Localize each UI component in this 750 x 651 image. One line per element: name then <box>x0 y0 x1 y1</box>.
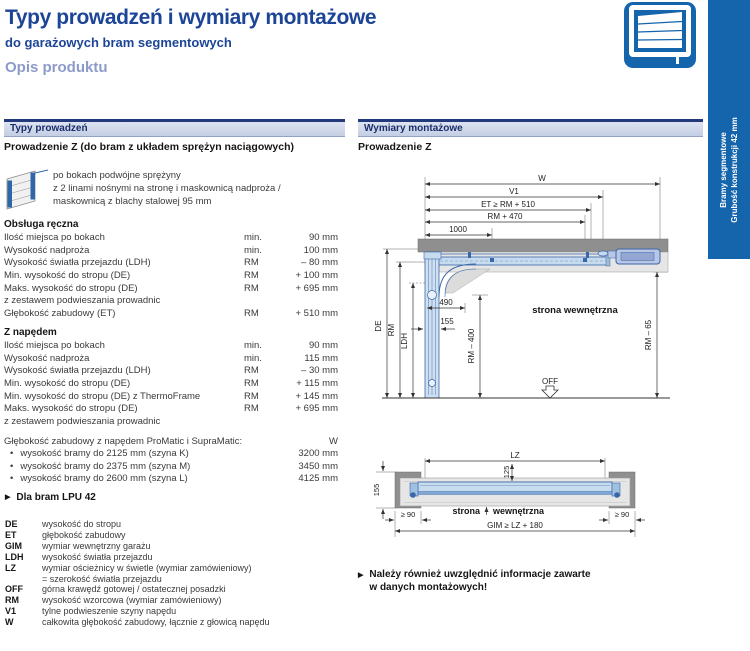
table-row: • wysokość bramy do 2125 mm (szyna K) 3200 mm <box>4 448 338 460</box>
table-row: Min. wysokość do stropu (DE) RM + 115 mm <box>4 378 338 390</box>
note-line1: Należy również uwzględnić informacje zawarte <box>369 569 591 580</box>
dim-rm65: RM – 65 <box>644 319 653 351</box>
table-row: Głębokość zabudowy z napędem ProMatic i SupraMatic: W <box>4 436 338 447</box>
dim-de: DE <box>374 320 383 332</box>
subsection-prowadzenie-z-right: Prowadzenie Z <box>358 141 432 153</box>
inside-label-left: strona <box>452 506 480 516</box>
dim-rm: RM <box>387 323 396 337</box>
legend-row: ET głębokość zabudowy <box>5 529 126 540</box>
legend-row: RM wysokość wzorcowa (wymiar zamówieniowy) <box>5 595 222 606</box>
table-row: Wysokość światła przejazdu (LDH) RM – 80 mm <box>4 257 338 269</box>
page-title: Typy prowadzeń i wymiary montażowe <box>5 6 377 29</box>
table-row: Wysokość nadproża min. 100 mm <box>4 244 338 256</box>
table-row: z zestawem podwieszania prowadnic <box>4 416 161 428</box>
side-section-drawing <box>360 165 700 415</box>
feature-description <box>53 169 343 208</box>
powered-dimension-table <box>4 340 338 429</box>
manual-section-title: Obsługa ręczna <box>4 219 79 230</box>
spring-panel-icon <box>4 166 50 214</box>
dim-ge90-right: ≥ 90 <box>614 510 630 519</box>
table-row: Wysokość światła przejazdu (LDH) RM – 30 mm <box>4 365 338 377</box>
legend-row: LZ wymiar ościeżnicy w świetle (wymiar zamówieniowy) = szerokość światła przejazdu <box>5 562 252 584</box>
section-name: Opis produktu <box>5 59 108 76</box>
installation-note <box>358 569 658 594</box>
dim-lz: LZ <box>510 451 520 460</box>
table-row: Ilość miejsca po bokach min. 90 mm <box>4 232 338 243</box>
lpu-note: ▶ Dla bram LPU 42 <box>5 492 96 504</box>
dim-ldh: LDH <box>400 332 409 350</box>
abbreviation-legend <box>5 519 340 628</box>
dim-rm400: RM – 400 <box>467 328 476 364</box>
dim-v1: V1 <box>509 187 519 196</box>
dim-1000: 1000 <box>449 225 467 234</box>
side-tab-line2: Grubość konstrukcji 42 mm <box>730 117 739 223</box>
drive-depth-table <box>4 436 338 485</box>
side-tab-label <box>708 60 750 280</box>
dim-155-plan: 155 <box>372 483 381 497</box>
table-row: Min. wysokość do stropu (DE) z ThermoFrame RM + 145 mm <box>4 390 338 402</box>
legend-row: V1 tylne podwieszenie szyny napędu <box>5 606 177 617</box>
legend-row: LDH wysokość światła przejazdu <box>5 551 153 562</box>
table-row: Głębokość zabudowy (ET) RM + 510 mm <box>4 308 338 320</box>
inside-label-right: wewnętrzna <box>493 506 545 516</box>
table-row: Maks. wysokość do stropu (DE) RM + 695 mm <box>4 282 338 294</box>
table-row: Maks. wysokość do stropu (DE) RM + 695 mm <box>4 403 338 415</box>
inside-label: strona wewnętrzna <box>532 305 618 316</box>
legend-row: OFF górna krawędź gotowej / ostatecznej posadzki <box>5 584 226 595</box>
feature-line: maskownicą z blachy stalowej 95 mm <box>53 196 212 207</box>
table-row: • wysokość bramy do 2600 mm (szyna L) 4125 mm <box>4 473 338 485</box>
sectional-door-icon <box>624 2 696 68</box>
dim-125: 125 <box>502 465 511 479</box>
table-row: Ilość miejsca po bokach min. 90 mm <box>4 340 338 351</box>
feature-line: z 2 linami nośnymi na stronę i maskownicą nadproża / <box>53 183 281 194</box>
table-row: Wysokość nadproża min. 115 mm <box>4 352 338 364</box>
legend-row: W całkowita głębokość zabudowy, łącznie z głowicą napędu <box>5 617 270 628</box>
page-subtitle: do garażowych bram segmentowych <box>5 35 232 50</box>
dim-et: ET ≥ RM + 510 <box>481 200 535 209</box>
note-line2: w danych montażowych! <box>369 581 488 593</box>
legend-row: DE wysokość do stropu <box>5 519 122 529</box>
dim-rm470: RM + 470 <box>487 212 523 221</box>
side-tab-line1: Bramy segmentowe <box>719 132 728 208</box>
table-row: • wysokość bramy do 2375 mm (szyna M) 3450 mm <box>4 461 338 473</box>
table-row: z zestawem podwieszania prowadnic <box>4 295 161 307</box>
feature-line: po bokach podwójne sprężyny <box>53 170 181 181</box>
dim-gim: GIM ≥ LZ + 180 <box>487 521 543 530</box>
table-row: Min. wysokość do stropu (DE) RM + 100 mm <box>4 270 338 282</box>
dim-ge90-left: ≥ 90 <box>400 510 416 519</box>
legend-row: GIM wymiar wewnętrzny garażu <box>5 540 151 551</box>
powered-section-title: Z napędem <box>4 327 57 338</box>
off-arrow-icon <box>542 386 558 398</box>
section-header-mounting-dimensions: Wymiary montażowe <box>358 119 703 137</box>
off-label: OFF <box>542 377 558 386</box>
dim-155: 155 <box>440 317 454 326</box>
dim-490: 490 <box>439 298 453 307</box>
plan-section-drawing <box>370 448 690 553</box>
subsection-prowadzenie-z: Prowadzenie Z (do bram z układem sprężyn naciągowych) <box>4 141 294 153</box>
manual-dimension-table <box>4 232 338 321</box>
section-header-track-types: Typy prowadzeń <box>4 119 345 137</box>
dim-w: W <box>538 174 546 183</box>
